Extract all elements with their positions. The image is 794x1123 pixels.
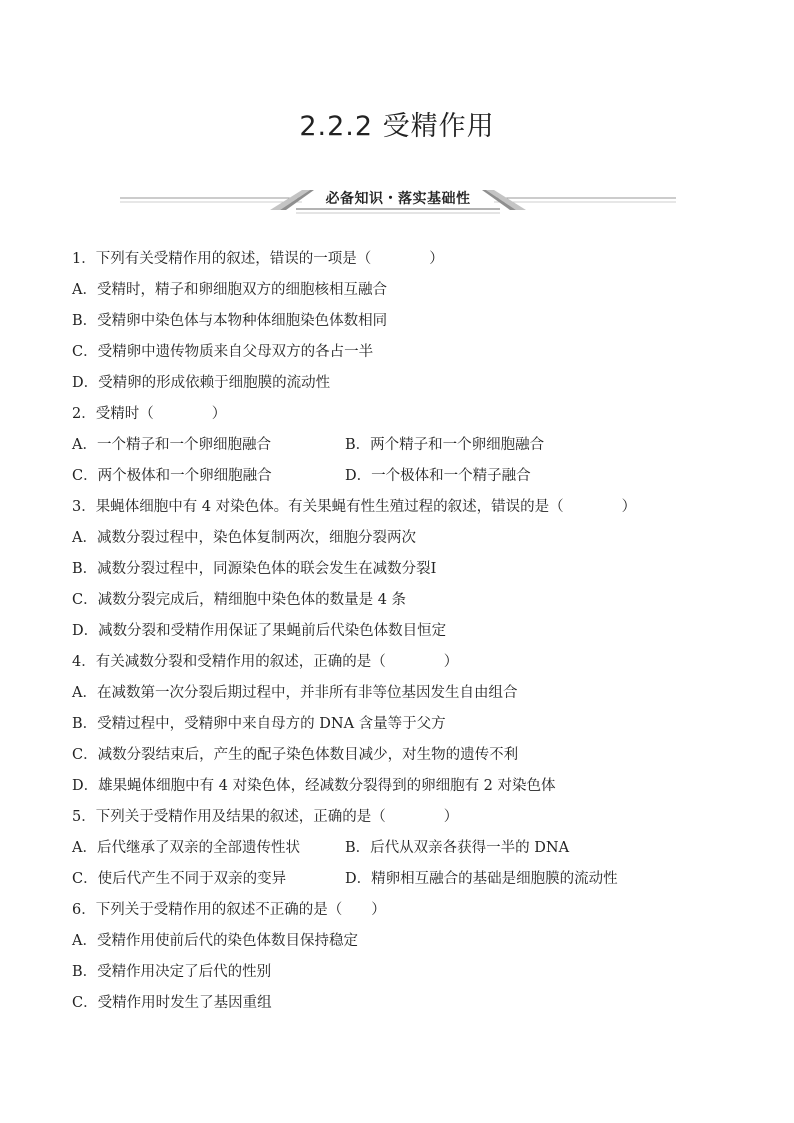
option-d: D．精卵相互融合的基础是细胞膜的流动性 <box>345 871 618 887</box>
option-row <box>72 867 732 898</box>
question-stem: 2．受精时（ ） <box>72 406 227 422</box>
option-b: B．减数分裂过程中，同源染色体的联会发生在减数分裂Ⅰ <box>72 561 437 577</box>
option-a: A．受精作用使前后代的染色体数目保持稳定 <box>72 933 358 949</box>
question-stem: 3．果蝇体细胞中有 4 对染色体。有关果蝇有性生殖过程的叙述，错误的是（ ） <box>72 499 637 515</box>
option-a: A．一个精子和一个卵细胞融合 <box>72 437 271 453</box>
option-c: C．两个极体和一个卵细胞融合 <box>72 468 272 484</box>
page-title: 2.2.2 受精作用 <box>299 111 495 142</box>
option-row <box>72 464 732 495</box>
option-b: B．受精过程中，受精卵中来自母方的 DNA 含量等于父方 <box>72 716 446 732</box>
option-d: D．受精卵的形成依赖于细胞膜的流动性 <box>72 375 331 391</box>
option-b: B．后代从双亲各获得一半的 DNA <box>345 840 570 856</box>
option-d: D．雄果蝇体细胞中有 4 对染色体，经减数分裂得到的卵细胞有 2 对染色体 <box>72 778 556 794</box>
section-banner-text: 必备知识・落实基础性 <box>325 191 471 207</box>
option-a: A．减数分裂过程中，染色体复制两次，细胞分裂两次 <box>72 530 416 546</box>
question-stem: 1．下列有关受精作用的叙述，错误的一项是（ ） <box>72 251 444 267</box>
option-b: B．两个精子和一个卵细胞融合 <box>345 437 545 453</box>
option-b: B．受精作用决定了后代的性别 <box>72 964 272 980</box>
option-c: C．受精作用时发生了基因重组 <box>72 995 272 1011</box>
option-c: C．受精卵中遗传物质来自父母双方的各占一半 <box>72 344 374 360</box>
option-row <box>72 836 732 867</box>
option-c: C．减数分裂完成后，精细胞中染色体的数量是 4 条 <box>72 592 407 608</box>
option-d: D．一个极体和一个精子融合 <box>345 468 531 484</box>
option-c: C．使后代产生不同于双亲的变异 <box>72 871 287 887</box>
option-row <box>72 433 732 464</box>
question-stem: 4．有关减数分裂和受精作用的叙述，正确的是（ ） <box>72 654 459 670</box>
question-stem: 5．下列关于受精作用及结果的叙述，正确的是（ ） <box>72 809 459 825</box>
option-a: A．后代继承了双亲的全部遗传性状 <box>72 840 300 856</box>
question-list <box>72 247 732 1022</box>
option-b: B．受精卵中染色体与本物种体细胞染色体数相同 <box>72 313 388 329</box>
option-d: D．减数分裂和受精作用保证了果蝇前后代染色体数目恒定 <box>72 623 447 639</box>
option-c: C．减数分裂结束后，产生的配子染色体数目减少，对生物的遗传不利 <box>72 747 519 763</box>
question-stem: 6．下列关于受精作用的叙述不正确的是（ ） <box>72 902 386 918</box>
section-banner <box>120 182 676 216</box>
option-a: A．受精时，精子和卵细胞双方的细胞核相互融合 <box>72 282 387 298</box>
option-a: A．在减数第一次分裂后期过程中，并非所有非等位基因发生自由组合 <box>72 685 518 701</box>
